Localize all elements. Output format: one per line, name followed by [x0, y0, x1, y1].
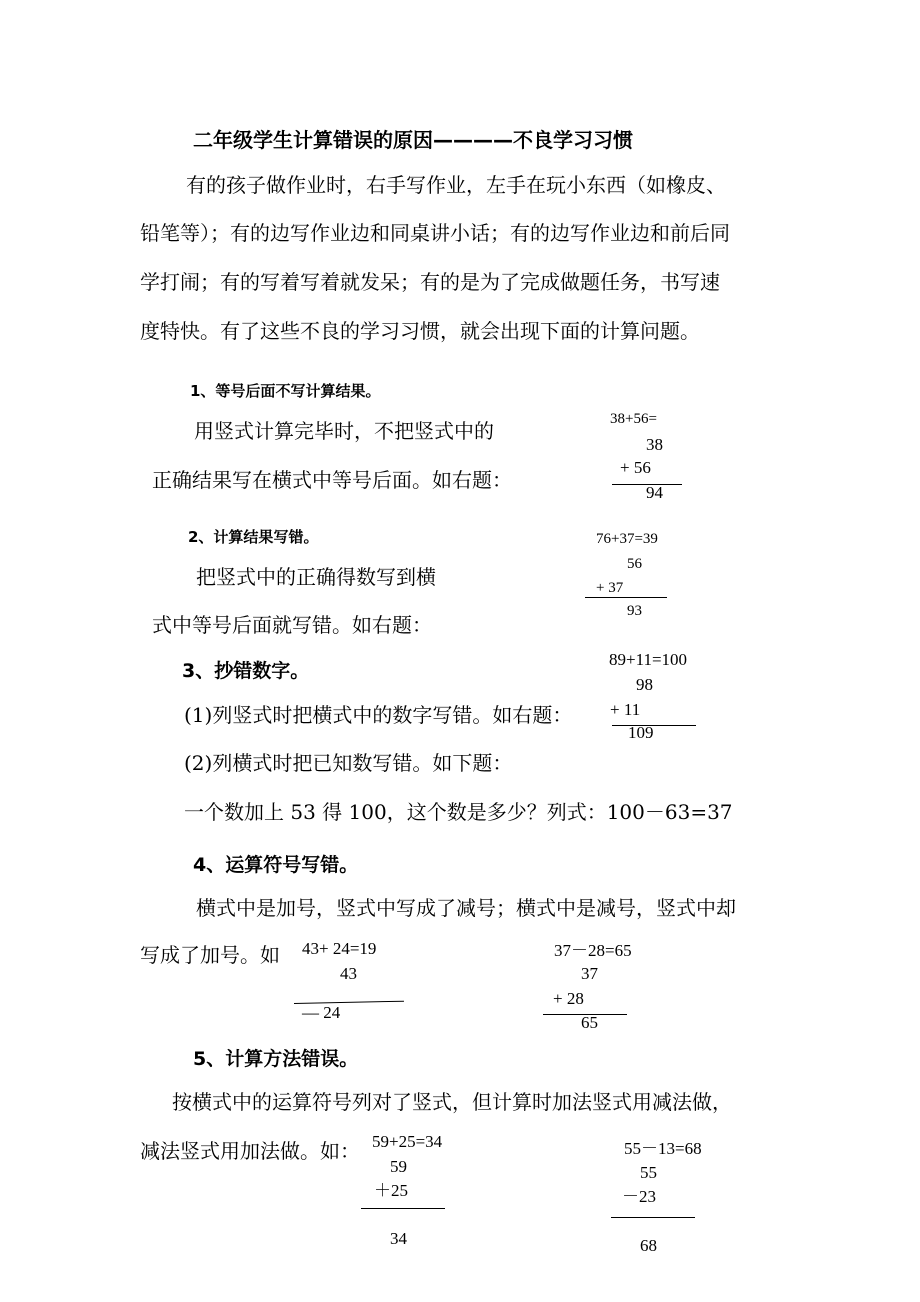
- example-result: 94: [646, 483, 663, 502]
- section-text: 正确结果写在横式中等号后面。如右题：: [152, 468, 512, 492]
- example-top-number: 55: [640, 1163, 657, 1182]
- example-top-number: 59: [390, 1157, 407, 1176]
- example-equation: 37－28=65: [554, 941, 632, 960]
- example-operator-line: + 37: [596, 580, 624, 596]
- example-top-number: 56: [627, 556, 642, 572]
- section-text: 减法竖式用加法做。如：: [140, 1139, 360, 1163]
- example-equation: 43+ 24=19: [302, 939, 377, 958]
- example-equation: 59+25=34: [372, 1132, 443, 1151]
- intro-line: 有的孩子做作业时，右手写作业，左手在玩小东西（如橡皮、: [186, 173, 726, 197]
- section-text: 横式中是加号，竖式中写成了减号；横式中是减号，竖式中却: [196, 896, 736, 920]
- example-equation: 55－13=68: [624, 1139, 702, 1158]
- example-operator-line: ＋25: [374, 1181, 408, 1200]
- example-rule: [611, 1217, 695, 1218]
- section-text: (2)列横式时把已知数写错。如下题：: [184, 751, 513, 775]
- example-top-number: 38: [646, 435, 663, 454]
- example-result: 34: [390, 1229, 407, 1248]
- example-equation: 38+56=: [610, 411, 657, 427]
- example-top-number: 98: [636, 675, 653, 694]
- example-operator-line: — 24: [302, 1003, 341, 1022]
- example-operator-line: + 28: [553, 989, 584, 1008]
- example-operator-line: －23: [622, 1187, 656, 1206]
- section-text: 一个数加上 53 得 100，这个数是多少？列式：100－63=37: [184, 800, 733, 824]
- intro-line: 学打闹；有的写着写着就发呆；有的是为了完成做题任务，书写速: [140, 270, 720, 294]
- example-operator-line: + 56: [620, 458, 651, 477]
- section-heading: 4、运算符号写错。: [193, 854, 359, 876]
- example-equation: 76+37=39: [596, 531, 658, 547]
- example-rule: [361, 1208, 445, 1209]
- section-text: (1)列竖式时把横式中的数字写错。如右题：: [184, 703, 573, 727]
- page-title: 二年级学生计算错误的原因————不良学习习惯: [193, 128, 633, 152]
- example-result: 109: [628, 723, 654, 742]
- example-top-number: 43: [340, 964, 357, 983]
- intro-line: 度特快。有了这些不良的学习习惯，就会出现下面的计算问题。: [140, 319, 700, 343]
- section-heading: 2、计算结果写错。: [188, 528, 319, 546]
- example-equation: 89+11=100: [609, 650, 688, 669]
- section-text: 按横式中的运算符号列对了竖式，但计算时加法竖式用减法做，: [172, 1090, 732, 1114]
- section-text: 式中等号后面就写错。如右题：: [152, 613, 432, 637]
- example-top-number: 37: [581, 964, 598, 983]
- section-text: 用竖式计算完毕时，不把竖式中的: [194, 419, 494, 443]
- section-heading: 3、抄错数字。: [182, 660, 310, 682]
- example-operator-line: + 11: [610, 700, 641, 719]
- section-heading: 1、等号后面不写计算结果。: [190, 382, 381, 400]
- section-text: 把竖式中的正确得数写到横: [196, 565, 436, 589]
- section-heading: 5、计算方法错误。: [193, 1048, 359, 1070]
- example-rule: [612, 725, 696, 726]
- example-result: 93: [627, 603, 642, 619]
- example-result: 65: [581, 1013, 598, 1032]
- example-rule: [585, 597, 667, 598]
- example-result: 68: [640, 1236, 657, 1255]
- section-text: 写成了加号。如: [140, 943, 280, 967]
- intro-line: 铅笔等）；有的边写作业边和同桌讲小话；有的边写作业边和前后同: [140, 221, 730, 245]
